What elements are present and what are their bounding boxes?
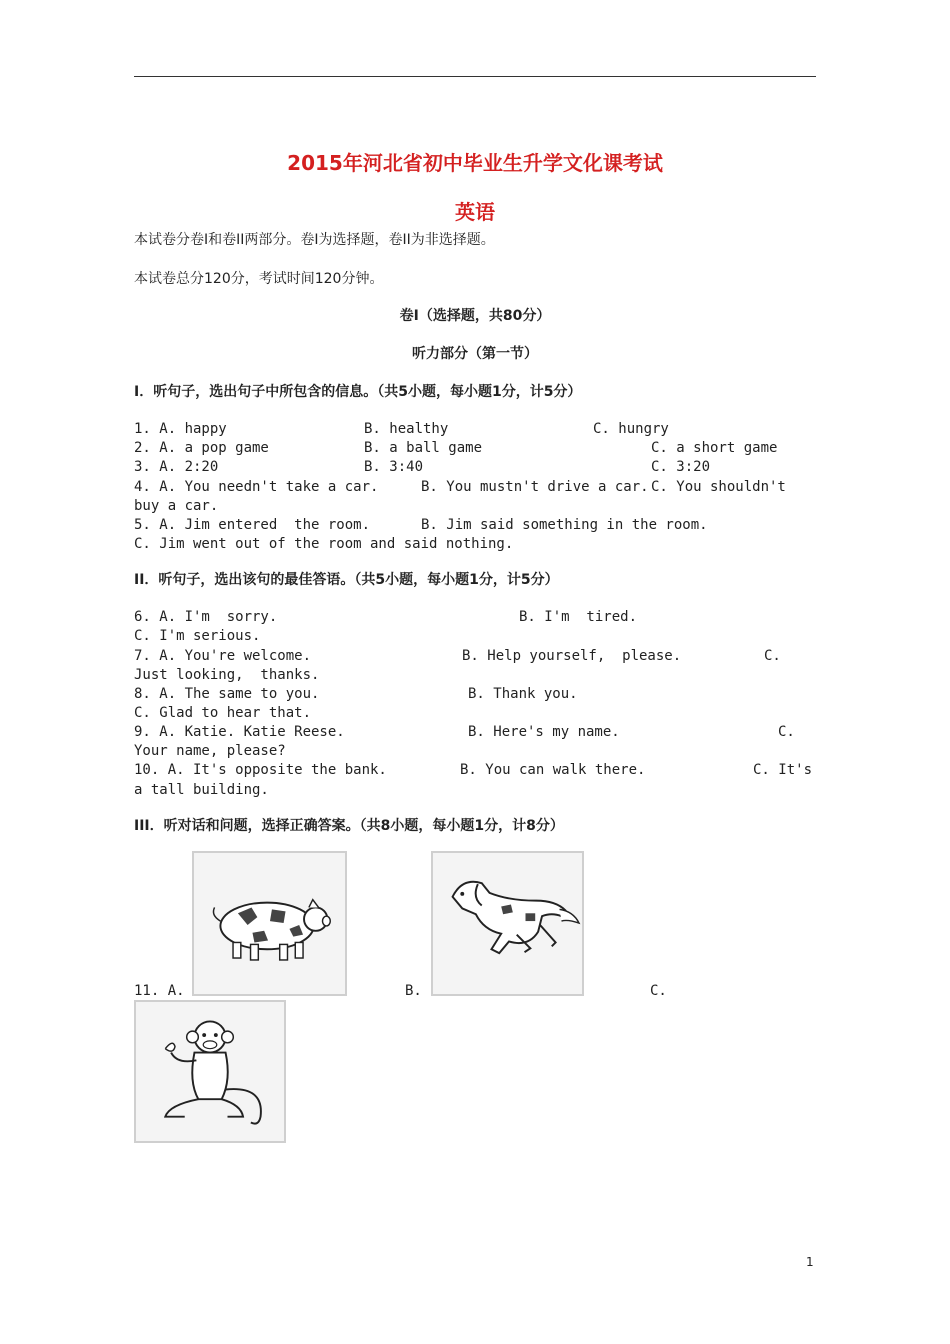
section-2-heading: II．听句子，选出该句的最佳答语。（共5小题，每小题1分，计5分） — [134, 572, 559, 588]
q6-option-b: B. I'm tired. — [519, 609, 638, 625]
q11-option-a: 11. A. — [134, 983, 185, 999]
q7-option-c: C. — [764, 648, 781, 664]
q9-option-c-continued: Your name, please? — [134, 743, 286, 759]
horse-image — [431, 851, 584, 996]
q10-option-a: 10. A. It's opposite the bank. — [134, 762, 387, 778]
listening-heading: 听力部分（第一节） — [412, 346, 538, 362]
q8-option-b: B. Thank you. — [468, 686, 578, 702]
horse-icon — [433, 853, 582, 994]
q9-option-a: 9. A. Katie. Katie Reese. — [134, 724, 345, 740]
q2-option-c: C. a short game — [651, 440, 778, 456]
q5-option-b: B. Jim said something in the room. — [421, 517, 708, 533]
q3-option-c: C. 3:20 — [651, 459, 711, 475]
q5-option-a: 5. A. Jim entered the room. — [134, 517, 371, 533]
q6-option-c: C. I'm serious. — [134, 628, 261, 644]
q5-option-c: C. Jim went out of the room and said nothing. — [134, 536, 514, 552]
q7-option-a: 7. A. You're welcome. — [134, 648, 312, 664]
q11-option-b: B. — [405, 983, 422, 999]
q10-option-c-continued: a tall building. — [134, 782, 269, 798]
q1-option-c: C. hungry — [593, 421, 669, 437]
page-number: 1 — [806, 1255, 814, 1269]
section-1-heading: I．听句子，选出句子中所包含的信息。（共5小题，每小题1分，计5分） — [134, 384, 582, 400]
q4-option-c-continued: buy a car. — [134, 498, 219, 514]
q11-option-c: C. — [650, 983, 667, 999]
intro-line-1: 本试卷分卷I和卷II两部分。卷I为选择题，卷II为非选择题。 — [134, 232, 495, 248]
q7-option-c-continued: Just looking, thanks. — [134, 667, 320, 683]
header-rule — [134, 76, 816, 77]
q1-option-a: 1. A. happy — [134, 421, 227, 437]
q2-option-b: B. a ball game — [364, 440, 483, 456]
q4-option-a: 4. A. You needn't take a car. — [134, 479, 379, 495]
q7-option-b: B. Help yourself, please. — [462, 648, 682, 664]
q3-option-a: 3. A. 2:20 — [134, 459, 219, 475]
q8-option-a: 8. A. The same to you. — [134, 686, 320, 702]
subject-title: 英语 — [455, 200, 495, 224]
exam-title: 2015年河北省初中毕业生升学文化课考试 — [287, 151, 663, 175]
intro-line-2: 本试卷总分120分，考试时间120分钟。 — [134, 271, 384, 287]
q9-option-b: B. Here's my name. — [468, 724, 620, 740]
pig-image — [192, 851, 347, 996]
q4-option-b: B. You mustn't drive a car. — [421, 479, 649, 495]
part-heading: 卷I（选择题，共80分） — [399, 308, 551, 324]
q6-option-a: 6. A. I'm sorry. — [134, 609, 278, 625]
section-3-heading: III．听对话和问题，选择正确答案。（共8小题，每小题1分，计8分） — [134, 818, 564, 834]
q10-option-b: B. You can walk there. — [460, 762, 646, 778]
pig-icon — [194, 853, 345, 994]
q3-option-b: B. 3:40 — [364, 459, 424, 475]
q9-option-c: C. — [778, 724, 795, 740]
q4-option-c: C. You shouldn't — [651, 479, 786, 495]
q2-option-a: 2. A. a pop game — [134, 440, 269, 456]
q10-option-c: C. It's — [753, 762, 813, 778]
q1-option-b: B. healthy — [364, 421, 449, 437]
q8-option-c: C. Glad to hear that. — [134, 705, 312, 721]
monkey-icon — [136, 1002, 284, 1141]
monkey-image — [134, 1000, 286, 1143]
